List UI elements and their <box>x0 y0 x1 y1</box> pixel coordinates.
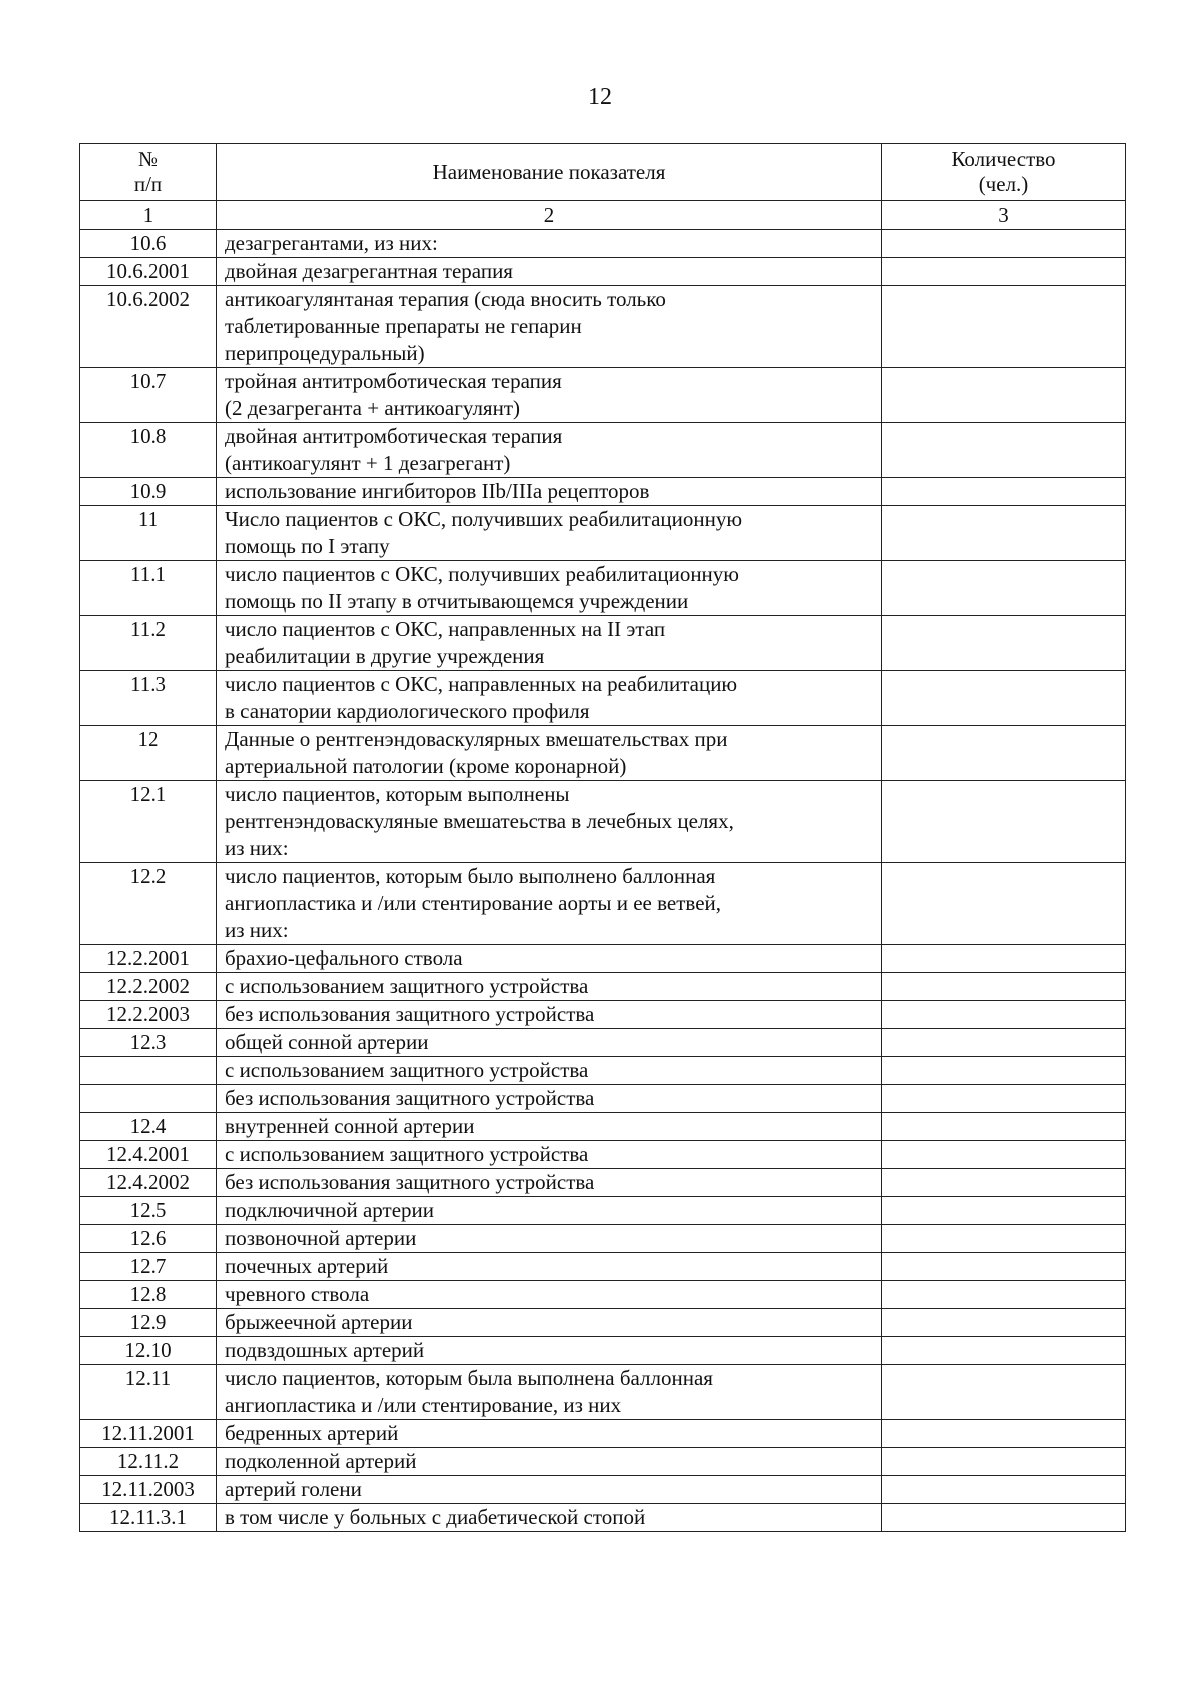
table-header-row <box>80 144 1126 201</box>
header-name: Наименование показателя <box>217 144 882 201</box>
row-quantity <box>882 1029 1126 1057</box>
table-row <box>80 478 1126 506</box>
table-row <box>80 1448 1126 1476</box>
table-row <box>80 1309 1126 1337</box>
row-number: 12.2.2002 <box>80 973 217 1001</box>
row-quantity <box>882 671 1126 726</box>
row-number: 10.6 <box>80 230 217 258</box>
table-row <box>80 863 1126 945</box>
row-name: позвоночной артерии <box>217 1225 882 1253</box>
row-number: 12 <box>80 726 217 781</box>
row-quantity <box>882 1113 1126 1141</box>
indicators-table <box>79 143 1126 1532</box>
row-name: Данные о рентгенэндоваскулярных вмешательствах при артериальной патологии (кроме коронарной) <box>217 726 882 781</box>
row-name: использование ингибиторов IIb/IIIa рецепторов <box>217 478 882 506</box>
row-quantity <box>882 726 1126 781</box>
row-quantity <box>882 1141 1126 1169</box>
row-quantity <box>882 1281 1126 1309</box>
row-name: с использованием защитного устройства <box>217 1057 882 1085</box>
row-quantity <box>882 616 1126 671</box>
row-quantity <box>882 1420 1126 1448</box>
row-number: 12.2 <box>80 863 217 945</box>
row-quantity <box>882 368 1126 423</box>
row-number: 10.6.2001 <box>80 258 217 286</box>
table-row <box>80 1253 1126 1281</box>
row-quantity <box>882 781 1126 863</box>
row-quantity <box>882 1476 1126 1504</box>
table-row <box>80 1420 1126 1448</box>
table-row <box>80 1141 1126 1169</box>
row-name: общей сонной артерии <box>217 1029 882 1057</box>
table-row <box>80 1057 1126 1085</box>
table-row <box>80 1113 1126 1141</box>
row-number: 10.8 <box>80 423 217 478</box>
table-row <box>80 726 1126 781</box>
table-row <box>80 423 1126 478</box>
row-name: артерий голени <box>217 1476 882 1504</box>
table-row <box>80 368 1126 423</box>
table-row <box>80 1504 1126 1532</box>
row-name: число пациентов, которым выполнены рентгенэндоваскуляные вмешатеьства в лечебных целях, из них: <box>217 781 882 863</box>
row-quantity <box>882 1169 1126 1197</box>
column-index-row <box>80 201 1126 230</box>
row-number: 12.4 <box>80 1113 217 1141</box>
row-name: число пациентов с ОКС, направленных на II этап реабилитации в другие учреждения <box>217 616 882 671</box>
row-quantity <box>882 1448 1126 1476</box>
table-row <box>80 1365 1126 1420</box>
table-row <box>80 1029 1126 1057</box>
row-name: с использованием защитного устройства <box>217 973 882 1001</box>
row-number: 10.6.2002 <box>80 286 217 368</box>
row-name: число пациентов, которым было выполнено баллонная ангиопластика и /или стентирование аорты и ее ветвей, из них: <box>217 863 882 945</box>
column-index: 3 <box>882 201 1126 230</box>
row-quantity <box>882 258 1126 286</box>
table-row <box>80 1197 1126 1225</box>
row-number: 12.3 <box>80 1029 217 1057</box>
row-quantity <box>882 1365 1126 1420</box>
row-name: брыжеечной артерии <box>217 1309 882 1337</box>
row-number: 11.2 <box>80 616 217 671</box>
row-name: Число пациентов с ОКС, получивших реабилитационную помощь по I этапу <box>217 506 882 561</box>
table-row <box>80 973 1126 1001</box>
row-name: подвздошных артерий <box>217 1337 882 1365</box>
row-number: 12.11.2 <box>80 1448 217 1476</box>
page-number: 12 <box>588 84 612 110</box>
row-quantity <box>882 1057 1126 1085</box>
row-quantity <box>882 863 1126 945</box>
row-number: 12.11.3.1 <box>80 1504 217 1532</box>
table-row <box>80 506 1126 561</box>
row-name: подключичной артерии <box>217 1197 882 1225</box>
table-row <box>80 1337 1126 1365</box>
row-name: в том числе у больных с диабетической стопой <box>217 1504 882 1532</box>
row-quantity <box>882 286 1126 368</box>
row-name: антикоагулянтаная терапия (сюда вносить только таблетированные препараты не гепарин перипроцедуральный) <box>217 286 882 368</box>
row-name: без использования защитного устройства <box>217 1169 882 1197</box>
row-quantity <box>882 561 1126 616</box>
table-row <box>80 1085 1126 1113</box>
row-number: 11.3 <box>80 671 217 726</box>
row-number: 12.9 <box>80 1309 217 1337</box>
row-name: число пациентов с ОКС, направленных на реабилитацию в санатории кардиологического профиля <box>217 671 882 726</box>
row-number: 12.8 <box>80 1281 217 1309</box>
table-row <box>80 258 1126 286</box>
table-row <box>80 945 1126 973</box>
table-row <box>80 1281 1126 1309</box>
row-number: 12.11 <box>80 1365 217 1420</box>
row-quantity <box>882 423 1126 478</box>
row-number: 12.5 <box>80 1197 217 1225</box>
row-quantity <box>882 478 1126 506</box>
table-row <box>80 1476 1126 1504</box>
row-quantity <box>882 1337 1126 1365</box>
row-quantity <box>882 973 1126 1001</box>
row-number: 12.6 <box>80 1225 217 1253</box>
table-row <box>80 286 1126 368</box>
column-index: 2 <box>217 201 882 230</box>
row-name: без использования защитного устройства <box>217 1001 882 1029</box>
row-name: тройная антитромботическая терапия (2 дезагреганта + антикоагулянт) <box>217 368 882 423</box>
row-number: 10.9 <box>80 478 217 506</box>
table-row <box>80 1225 1126 1253</box>
row-number: 12.4.2002 <box>80 1169 217 1197</box>
row-number: 10.7 <box>80 368 217 423</box>
row-number: 11.1 <box>80 561 217 616</box>
row-name: чревного ствола <box>217 1281 882 1309</box>
row-quantity <box>882 1197 1126 1225</box>
row-number: 12.11.2001 <box>80 1420 217 1448</box>
row-number: 12.11.2003 <box>80 1476 217 1504</box>
row-number <box>80 1057 217 1085</box>
row-number: 12.2.2001 <box>80 945 217 973</box>
row-name: без использования защитного устройства <box>217 1085 882 1113</box>
row-name: двойная дезагрегантная терапия <box>217 258 882 286</box>
header-num: № п/п <box>80 144 217 201</box>
table-row <box>80 616 1126 671</box>
table-row <box>80 671 1126 726</box>
row-quantity <box>882 945 1126 973</box>
row-quantity <box>882 506 1126 561</box>
row-quantity <box>882 1253 1126 1281</box>
table-row <box>80 781 1126 863</box>
row-quantity <box>882 1085 1126 1113</box>
row-number: 11 <box>80 506 217 561</box>
row-name: брахио-цефального ствола <box>217 945 882 973</box>
header-qty: Количество (чел.) <box>882 144 1126 201</box>
row-number: 12.4.2001 <box>80 1141 217 1169</box>
row-name: с использованием защитного устройства <box>217 1141 882 1169</box>
row-quantity <box>882 1309 1126 1337</box>
row-number <box>80 1085 217 1113</box>
row-name: почечных артерий <box>217 1253 882 1281</box>
row-number: 12.7 <box>80 1253 217 1281</box>
column-index: 1 <box>80 201 217 230</box>
row-number: 12.1 <box>80 781 217 863</box>
row-quantity <box>882 1001 1126 1029</box>
row-name: бедренных артерий <box>217 1420 882 1448</box>
table-row <box>80 561 1126 616</box>
row-quantity <box>882 1504 1126 1532</box>
row-quantity <box>882 1225 1126 1253</box>
row-number: 12.10 <box>80 1337 217 1365</box>
row-name: число пациентов с ОКС, получивших реабилитационную помощь по II этапу в отчитывающемся учреждении <box>217 561 882 616</box>
table-row <box>80 1001 1126 1029</box>
row-quantity <box>882 230 1126 258</box>
row-number: 12.2.2003 <box>80 1001 217 1029</box>
table-row <box>80 230 1126 258</box>
row-name: число пациентов, которым была выполнена баллонная ангиопластика и /или стентирование, из них <box>217 1365 882 1420</box>
row-name: подколенной артерий <box>217 1448 882 1476</box>
row-name: внутренней сонной артерии <box>217 1113 882 1141</box>
table-row <box>80 1169 1126 1197</box>
row-name: двойная антитромботическая терапия (антикоагулянт + 1 дезагрегант) <box>217 423 882 478</box>
row-name: дезагрегантами, из них: <box>217 230 882 258</box>
